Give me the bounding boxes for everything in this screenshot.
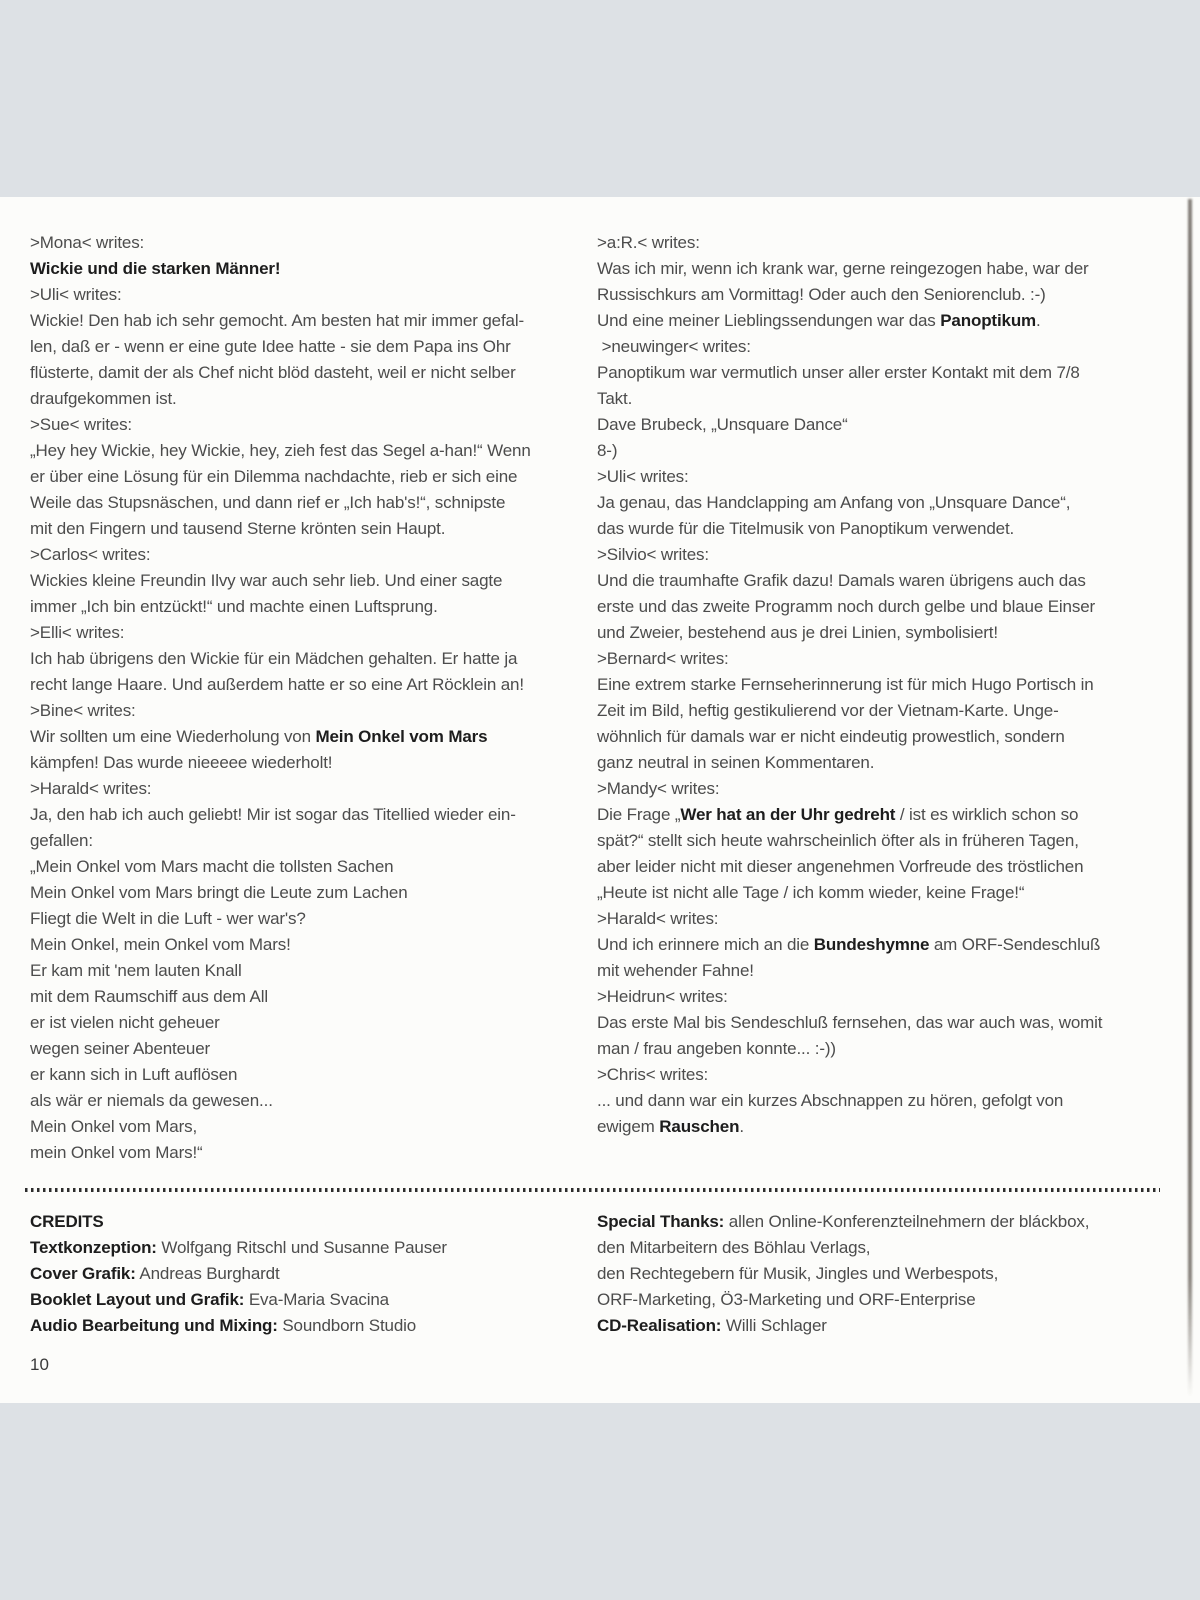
message-line: ... und dann war ein kurzes Abschnappen zu hören, gefolgt von	[597, 1091, 1064, 1110]
message-line: len, daß er - wenn er eine gute Idee hatte - sie dem Papa ins Ohr	[30, 337, 511, 356]
author-line: >Chris< writes:	[597, 1065, 709, 1084]
message-line: recht lange Haare. Und außerdem hatte er so eine Art Röcklein an!	[30, 675, 524, 694]
message-line	[30, 724, 592, 750]
message-line: mein Onkel vom Mars!“	[30, 1143, 203, 1162]
author-line: >Heidrun< writes:	[597, 987, 728, 1006]
message-line: Ja, den hab ich auch geliebt! Mir ist sogar das Titellied wieder ein-	[30, 805, 516, 824]
bold-text: Panoptikum	[940, 311, 1037, 330]
bold-text: Wickie und die starken Männer!	[30, 259, 281, 278]
message-line: „Heute ist nicht alle Tage / ich komm wieder, keine Frage!“	[597, 883, 1025, 902]
forum-message	[597, 464, 1175, 542]
message-line: er kann sich in Luft auflösen	[30, 1065, 238, 1084]
bold-text: Wer hat an der Uhr gedreht	[680, 805, 896, 824]
text-span: Eva-Maria Svacina	[244, 1290, 389, 1309]
message-line: wöhnlich für damals war er nicht eindeutig prowestlich, sondern	[597, 727, 1065, 746]
author-line: >Harald< writes:	[597, 909, 719, 928]
message-line: Er kam mit 'nem lauten Knall	[30, 961, 242, 980]
message-line: mit dem Raumschiff aus dem All	[30, 987, 268, 1006]
text-span: ewigem	[597, 1117, 660, 1136]
text-span: allen Online-Konferenzteilnehmern der bláckbox,	[724, 1212, 1090, 1231]
message-line: Weile das Stupsnäschen, und dann rief er „Ich hab's!“, schnipste	[30, 493, 506, 512]
message-line: das wurde für die Titelmusik von Panoptikum verwendet.	[597, 519, 1015, 538]
message-line: „Hey hey Wickie, hey Wickie, hey, zieh fest das Segel a-han!“ Wenn	[30, 441, 531, 460]
author-line: >Uli< writes:	[30, 285, 122, 304]
message-line: ganz neutral in seinen Kommentaren.	[597, 753, 875, 772]
message-line: Wickie! Den hab ich sehr gemocht. Am besten hat mir immer gefal-	[30, 311, 524, 330]
dotted-separator	[25, 1188, 1160, 1192]
message-line: Russischkurs am Vormittag! Oder auch den Seniorenclub. :-)	[597, 285, 1046, 304]
author-line: >Carlos< writes:	[30, 545, 151, 564]
bold-text: CD-Realisation:	[597, 1316, 722, 1335]
message-line: kämpfen! Das wurde nieeeee wiederholt!	[30, 753, 333, 772]
message-line: Eine extrem starke Fernseherinnerung ist für mich Hugo Portisch in	[597, 675, 1094, 694]
message-line: Mein Onkel, mein Onkel vom Mars!	[30, 935, 291, 954]
message-line: aber leider nicht mit dieser angenehmen Vorfreude des tröstlichen	[597, 857, 1084, 876]
message-line: gefallen:	[30, 831, 93, 850]
message-line: er ist vielen nicht geheuer	[30, 1013, 220, 1032]
credits-line	[30, 1287, 590, 1313]
text-span: Die Frage „	[597, 805, 681, 824]
forum-message	[30, 698, 592, 776]
message-line: als wär er niemals da gewesen...	[30, 1091, 273, 1110]
text-span: am ORF-Sendeschluß	[929, 935, 1101, 954]
page-number: 10	[30, 1355, 49, 1374]
author-line: >Uli< writes:	[597, 467, 689, 486]
bold-text: Bundeshymne	[813, 935, 930, 954]
message-line: Was ich mir, wenn ich krank war, gerne reingezogen habe, war der	[597, 259, 1089, 278]
page-edge-shadow	[1188, 199, 1192, 1397]
text-span: Wolfgang Ritschl und Susanne Pauser	[156, 1238, 447, 1257]
message-line: Ich hab übrigens den Wickie für ein Mädchen gehalten. Er hatte ja	[30, 649, 518, 668]
forum-message	[597, 230, 1175, 334]
message-line: mit wehender Fahne!	[597, 961, 754, 980]
forum-column-right	[597, 230, 1175, 1140]
message-line: Und die traumhafte Grafik dazu! Damals waren übrigens auch das	[597, 571, 1086, 590]
forum-message	[597, 776, 1175, 906]
author-line: >Bine< writes:	[30, 701, 136, 720]
credits-line	[30, 1261, 590, 1287]
forum-message	[30, 542, 592, 620]
credits-line	[597, 1209, 1175, 1235]
author-line: >Harald< writes:	[30, 779, 152, 798]
message-line: Dave Brubeck, „Unsquare Dance“	[597, 415, 848, 434]
author-line: >Sue< writes:	[30, 415, 132, 434]
author-line: >neuwinger< writes:	[597, 337, 751, 356]
forum-message	[597, 542, 1175, 646]
message-line: Wickies kleine Freundin Ilvy war auch sehr lieb. Und einer sagte	[30, 571, 503, 590]
forum-message	[30, 620, 592, 698]
message-line: draufgekommen ist.	[30, 389, 177, 408]
message-line: Zeit im Bild, heftig gestikulierend vor der Vietnam-Karte. Unge-	[597, 701, 1059, 720]
message-line: Das erste Mal bis Sendeschluß fernsehen, das war auch was, womit	[597, 1013, 1103, 1032]
credits-section	[30, 1209, 590, 1339]
message-line: Takt.	[597, 389, 633, 408]
bold-text: Booklet Layout und Grafik:	[30, 1290, 245, 1309]
message-line	[597, 308, 1175, 334]
bold-text: Cover Grafik:	[30, 1264, 136, 1283]
bold-text: Special Thanks:	[597, 1212, 725, 1231]
text-span: Und eine meiner Lieblingssendungen war das	[597, 311, 941, 330]
credits-line: ORF-Marketing, Ö3-Marketing und ORF-Enterprise	[597, 1290, 976, 1309]
text-span: Wir sollten um eine Wiederholung von	[30, 727, 316, 746]
bold-text: Mein Onkel vom Mars	[315, 727, 488, 746]
message-line: wegen seiner Abenteuer	[30, 1039, 211, 1058]
special-thanks-section	[597, 1209, 1175, 1339]
credits-title: CREDITS	[30, 1212, 104, 1231]
forum-message	[597, 334, 1175, 464]
text-span: Willi Schlager	[721, 1316, 827, 1335]
forum-message	[30, 230, 592, 282]
message-line: er über eine Lösung für ein Dilemma nachdachte, rieb er sich eine	[30, 467, 518, 486]
forum-message	[597, 984, 1175, 1062]
forum-message	[30, 776, 592, 1166]
message-line: erste und das zweite Programm noch durch gelbe und blaue Einser	[597, 597, 1096, 616]
credits-line: den Rechtegebern für Musik, Jingles und Werbespots,	[597, 1264, 999, 1283]
message-line: mit den Fingern und tausend Sterne krönten sein Haupt.	[30, 519, 446, 538]
text-span: Und ich erinnere mich an die	[597, 935, 814, 954]
scanned-page	[0, 197, 1200, 1403]
author-line: >Bernard< writes:	[597, 649, 729, 668]
bold-text: Rauschen	[659, 1117, 740, 1136]
credits-line	[30, 1313, 590, 1339]
text-span: / ist es wirklich schon so	[895, 805, 1079, 824]
message-line: und Zweier, bestehend aus je drei Linien, symbolisiert!	[597, 623, 998, 642]
forum-message	[597, 646, 1175, 776]
message-line: Mein Onkel vom Mars bringt die Leute zum Lachen	[30, 883, 408, 902]
forum-message	[30, 282, 592, 412]
text-span: Soundborn Studio	[277, 1316, 417, 1335]
credits-line	[597, 1313, 1175, 1339]
author-line: >Silvio< writes:	[597, 545, 709, 564]
author-line: >Elli< writes:	[30, 623, 125, 642]
message-line	[597, 932, 1175, 958]
author-line: >Mona< writes:	[30, 233, 145, 252]
text-span: Andreas Burghardt	[135, 1264, 280, 1283]
message-line: Ja genau, das Handclapping am Anfang von „Unsquare Dance“,	[597, 493, 1071, 512]
credits-left-lines	[30, 1235, 590, 1339]
message-line: Mein Onkel vom Mars,	[30, 1117, 198, 1136]
credits-line	[30, 1235, 590, 1261]
message-line: „Mein Onkel vom Mars macht die tollsten Sachen	[30, 857, 394, 876]
message-line: flüsterte, damit der als Chef nicht blöd dasteht, weil er nicht selber	[30, 363, 516, 382]
bold-text: Audio Bearbeitung und Mixing:	[30, 1316, 278, 1335]
message-line: Panoptikum war vermutlich unser aller erster Kontakt mit dem 7/8	[597, 363, 1080, 382]
message-line	[597, 802, 1175, 828]
forum-message	[597, 906, 1175, 984]
credits-line: den Mitarbeitern des Böhlau Verlags,	[597, 1238, 871, 1257]
message-line: man / frau angeben konnte... :-))	[597, 1039, 836, 1058]
message-line: immer „Ich bin entzückt!“ und machte einen Luftsprung.	[30, 597, 438, 616]
message-line: spät?“ stellt sich heute wahrscheinlich öfter als in früheren Tagen,	[597, 831, 1079, 850]
author-line: >Mandy< writes:	[597, 779, 720, 798]
bold-text: Textkonzeption:	[30, 1238, 157, 1257]
forum-column-left	[30, 230, 592, 1166]
author-line: >a:R.< writes:	[597, 233, 700, 252]
text-span: .	[739, 1117, 744, 1136]
message-line: 8-)	[597, 441, 618, 460]
message-line	[597, 1114, 1175, 1140]
forum-message	[30, 412, 592, 542]
message-line: Fliegt die Welt in die Luft - wer war's?	[30, 909, 306, 928]
text-span: .	[1036, 311, 1041, 330]
message-line	[30, 256, 592, 282]
forum-message	[597, 1062, 1175, 1140]
